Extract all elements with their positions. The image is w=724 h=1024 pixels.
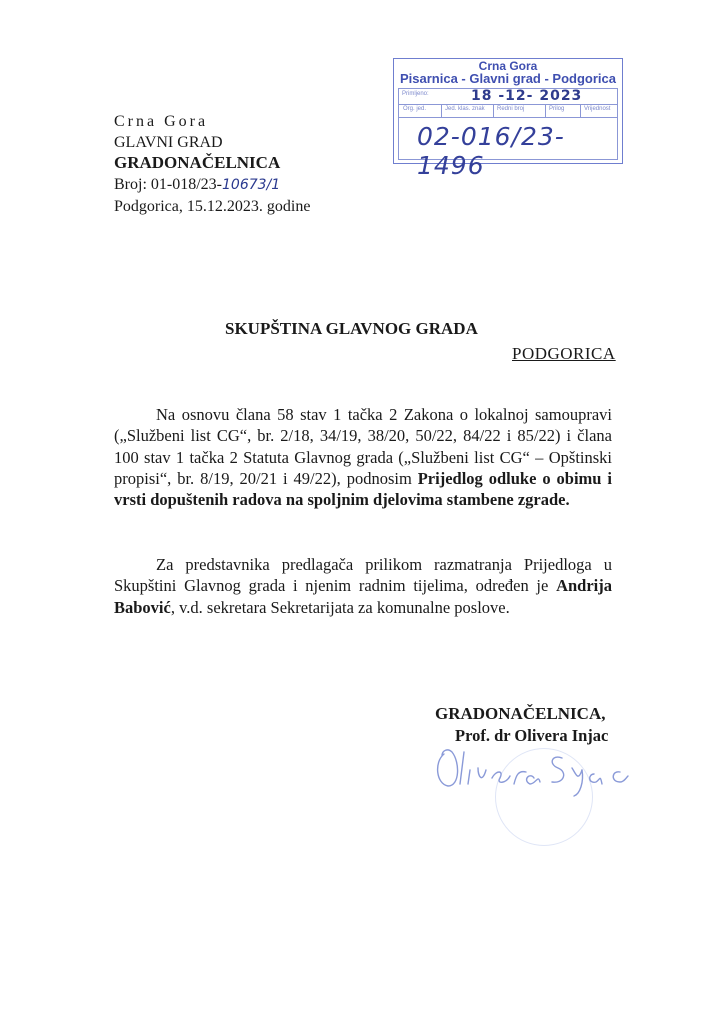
office-name: GRADONAČELNICA xyxy=(114,153,281,172)
stamp-line-1: Crna Gora xyxy=(478,59,538,73)
reference-number-label: Broj: 01-018/23- xyxy=(114,176,222,193)
representative-name: Andrija Babović xyxy=(114,576,612,617)
registry-stamp xyxy=(393,58,623,180)
body-paragraph-2 xyxy=(114,554,612,618)
stamp-col-label: Org. jed. xyxy=(403,106,427,112)
stamp-date: 18 -12- 2023 xyxy=(471,88,583,104)
city-name: GLAVNI GRAD xyxy=(114,134,223,151)
body-paragraph-1 xyxy=(114,404,612,510)
stamp-divider xyxy=(545,104,546,117)
stamp-col-label: Jed. klas. znak xyxy=(445,106,485,112)
addressee-place: PODGORICA xyxy=(512,344,616,363)
paragraph-2-text: Za predstavnika predlagača prilikom razmatranja Prijedloga u Skupštini Glavnog grada i njenim radnim tijelima, određen je xyxy=(114,555,612,596)
proposal-title: Prijedlog odluke o obimu i vrsti dopuštenih radova na spoljnim djelovima stambene zgrade. xyxy=(114,468,612,510)
paragraph-2-tail: , v.d. sekretara Sekretarijata za komunalne poslove. xyxy=(170,597,510,617)
stamp-col-label: Redni broj xyxy=(497,106,525,112)
stamp-date-row xyxy=(399,89,617,105)
handwritten-signature xyxy=(430,740,645,800)
stamp-divider xyxy=(493,104,494,117)
stamp-registry-number: 02-016/23-1496 xyxy=(417,122,565,180)
document-date: Podgorica, 15.12.2023. godine xyxy=(114,198,311,215)
addressee-name: SKUPŠTINA GLAVNOG GRADA xyxy=(225,319,478,338)
stamp-line-2: Pisarnica - Glavni grad - Podgorica xyxy=(399,71,616,86)
paragraph-1-text: Na osnovu člana 58 stav 1 tačka 2 Zakona o lokalnoj samoupravi („Službeni list CG“, br. 2/18, 34/19, 38/20, 50/22, 84/22 i 85/22) i člana 100 stav 1 tačka 2 Statuta Glavnog grada („Službeni list CG“ – Opštinski propisi“, br. 8/19, 20/21 i 49/22), podnosim xyxy=(114,405,612,488)
stamp-grid xyxy=(398,88,618,180)
stamp-columns-row xyxy=(399,104,617,118)
country-name: Crna Gora xyxy=(114,113,209,130)
stamp-col-label: Vrijednost xyxy=(584,106,611,112)
stamp-received-label: Primljeno: xyxy=(402,91,429,97)
stamp-col-label: Prilog xyxy=(549,106,565,112)
signatory-name: Prof. dr Olivera Injac xyxy=(455,726,609,745)
signature-title: GRADONAČELNICA, xyxy=(435,704,606,723)
stamp-divider xyxy=(441,104,442,117)
reference-number xyxy=(114,175,280,195)
stamp-divider xyxy=(580,104,581,117)
reference-number-handwritten: 10673/1 xyxy=(222,177,281,193)
